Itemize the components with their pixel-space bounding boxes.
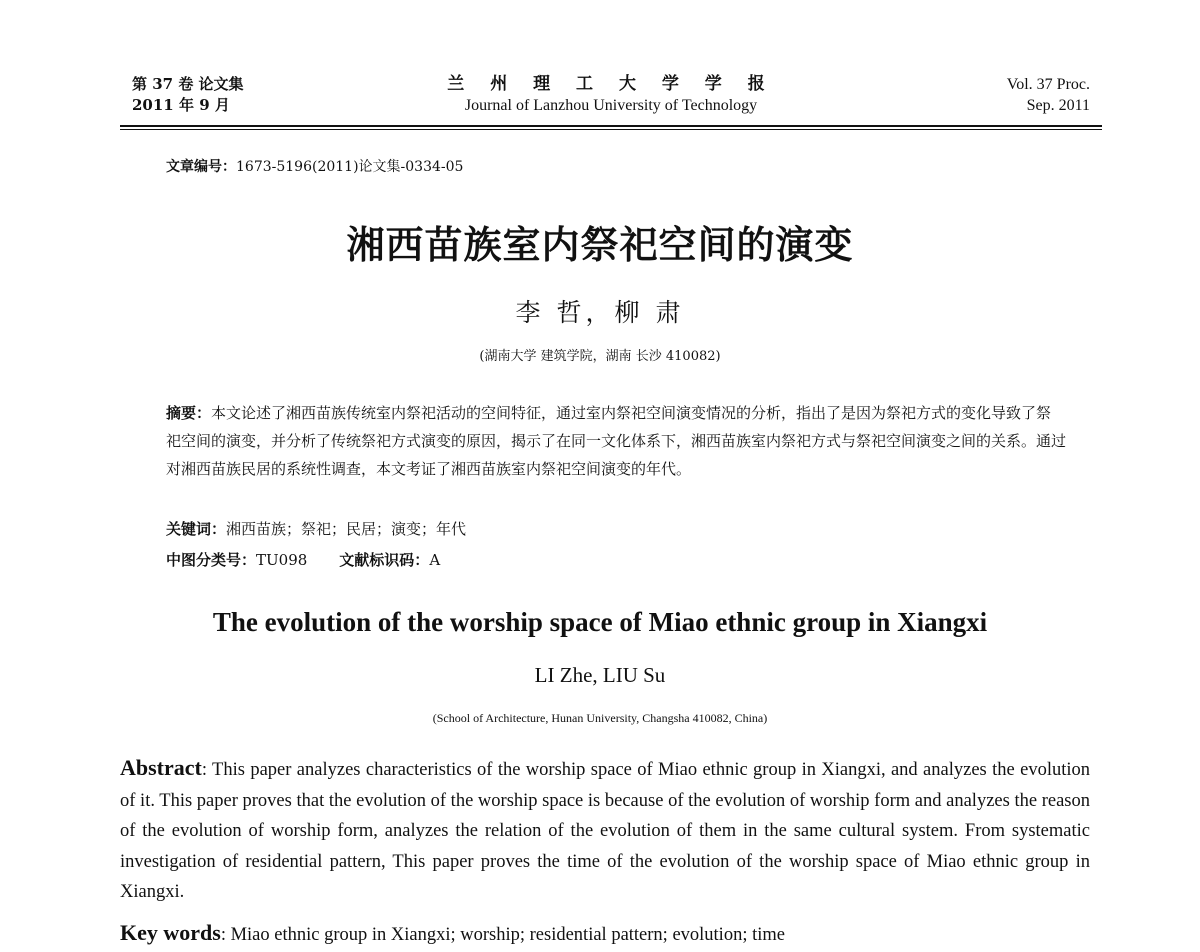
header-journal: [132, 74, 1090, 116]
keywords-cn: [166, 518, 466, 539]
abstract-cn-label: 摘要：: [166, 404, 212, 422]
affiliation-en: (School of Architecture, Hunan University, Changsha 410082, China): [432, 711, 768, 725]
abstract-cn: [166, 399, 1066, 483]
article-number-label: 文章编号：: [166, 159, 236, 175]
article-number-value: 1673-5196(2011)论文集-0334-05: [236, 159, 464, 175]
abstract-en-label: Abstract: [120, 755, 202, 780]
header-volume-en: [1007, 74, 1090, 116]
journal-name-en: Journal of Lanzhou University of Technology: [464, 97, 758, 114]
abstract-cn-text: 本文论述了湘西苗族传统室内祭祀活动的空间特征，通过室内祭祀空间演变情况的分析，指出了是因为祭祀方式的变化导致了祭祀空间的演变，并分析了传统祭祀方式演变的原因，揭示了在同一文化体系下，湘西苗族室内祭祀方式与祭祀空间演变之间的关系。通过对湘西苗族民居的系统性调查，本文考证了湘西苗族室内祭祀空间演变的年代。: [166, 404, 1067, 478]
abstract-en: [120, 753, 1090, 908]
header-rule-thick: [120, 125, 1102, 127]
title-en: The evolution of the worship space of Miao ethnic group in Xiangxi: [212, 607, 988, 637]
classification-value: TU098: [256, 551, 308, 569]
header-date-en: Sep. 2011: [1026, 97, 1090, 114]
keywords-cn-label: 关键词：: [166, 520, 227, 538]
header-volume: 第 37 卷 论文集: [132, 75, 244, 93]
affiliation-cn: (湖南大学 建筑学院，湖南 长沙 410082): [479, 349, 721, 364]
document-code-value: A: [429, 551, 441, 569]
classification: [166, 549, 440, 570]
abstract-en-text: : This paper analyzes characteristics of the worship space of Miao ethnic group in Xiangxi, and analyzes the evolution of it. This paper proves that the evolution of the worship space is because of the evolution of worship form and analyzes the reason of the evolution of worship form, analyzes the relation of the evolution of them in the same cultural system. From systematic investigation of residential pattern, This paper proves the time of the evolution of the worship space of Miao ethnic group in Xiangxi.: [120, 760, 1090, 902]
header-vol-proc: Vol. 37 Proc.: [1006, 76, 1090, 93]
article-number: [166, 156, 463, 176]
authors-cn: 李 哲，柳 肃: [515, 298, 685, 327]
authors-en: LI Zhe, LIU Su: [534, 663, 666, 687]
header-rule-thin: [120, 129, 1102, 130]
keywords-en: [120, 920, 785, 946]
document-code-label: 文献标识码：: [339, 551, 430, 569]
running-header: [132, 74, 1090, 122]
title-cn: 湘西苗族室内祭祀空间的演变: [346, 222, 854, 267]
journal-name-cn: 兰 州 理 工 大 学 学 报: [447, 74, 775, 94]
classification-label: 中图分类号：: [166, 551, 257, 569]
keywords-en-text: : Miao ethnic group in Xiangxi; worship; residential pattern; evolution; time: [220, 925, 785, 945]
keywords-en-label: Key words: [120, 920, 221, 945]
keywords-cn-text: 湘西苗族；祭祀；民居；演变；年代: [226, 520, 467, 538]
header-date-cn: 2011 年 9 月: [132, 96, 230, 114]
